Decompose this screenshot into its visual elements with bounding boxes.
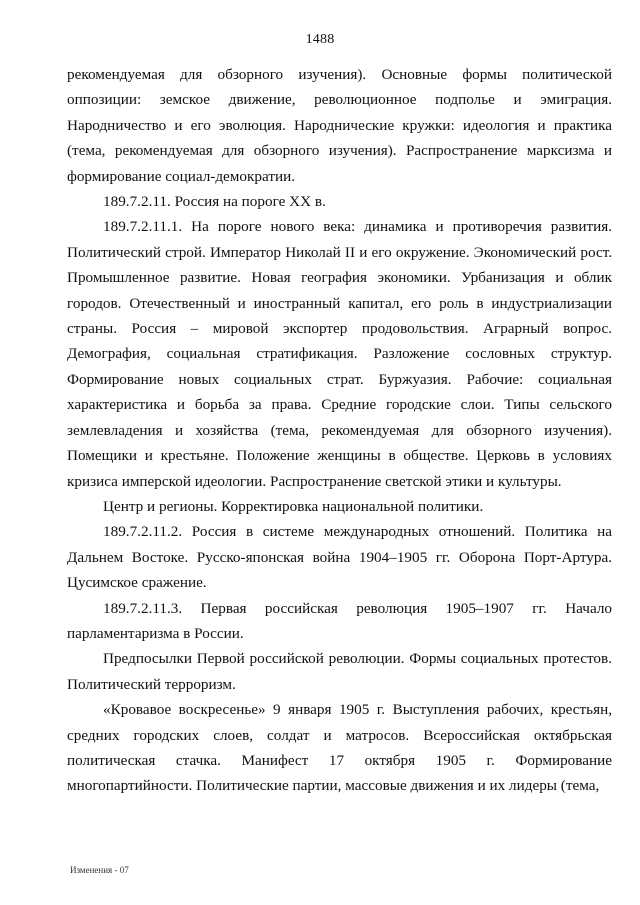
paragraph-opposition: рекомендуемая для обзорного изучения). Основные формы политической оппозиции: земское движение, революционное подполье и эмиграция. Народничество и его эволюция. Народнические кружки: идеология и практика (тема, рекомендуемая для обзорного изучения). Распространение марксизма и формирование социал-демократии. [67, 66, 612, 185]
section-heading-russia-xx: 189.7.2.11. Россия на пороге XX в. [103, 193, 326, 211]
paragraph-center-regions: Центр и регионы. Корректировка национальной политики. [103, 497, 484, 515]
paragraph-bloody-sunday: «Кровавое воскресенье» 9 января 1905 г. Выступления рабочих, крестьян, средних городских слоев, солдат и матросов. Всероссийская октябрьская политическая стачка. Манифест 17 октября 1905 г. Формирование многопартийности. Политические партии, массовые движения и их лидеры (тема, [67, 701, 612, 795]
paragraph-first-revolution: 189.7.2.11.3. Первая российская революция 1905–1907 гг. Начало парламентаризма в России. [67, 599, 612, 642]
page-number: 1488 [305, 32, 335, 47]
footer-revision-note: Изменения - 07 [70, 865, 129, 875]
paragraph-new-century: 189.7.2.11.1. На пороге нового века: динамика и противоречия развития. Политический строй. Император Николай II и его окружение. Экономический рост. Промышленное развитие. Новая география экономики. Урбанизация и облик городов. Отечественный и иностранный капитал, его роль в индустриализации страны. Россия – мировой экспортер продовольствия. Аграрный вопрос. Демография, социальная стратификация. Разложение сословных структур. Формирование новых социальных страт. Буржуазия. Рабочие: социальная характеристика и борьба за права. Средние городские слои. Типы сельского землевладения и хозяйства (тема, рекомендуемая для обзорного изучения). Помещики и крестьяне. Положение женщины в обществе. Церковь в условиях кризиса имперской идеологии. Распространение светской этики и культуры. [67, 218, 612, 490]
document-body [67, 62, 612, 799]
paragraph-preconditions: Предпосылки Первой российской революции. Формы социальных протестов. Политический терроризм. [67, 650, 612, 693]
paragraph-international-relations: 189.7.2.11.2. Россия в системе международных отношений. Политика на Дальнем Востоке. Русско-японская война 1904–1905 гг. Оборона Порт-Артура. Цусимское сражение. [67, 523, 612, 592]
